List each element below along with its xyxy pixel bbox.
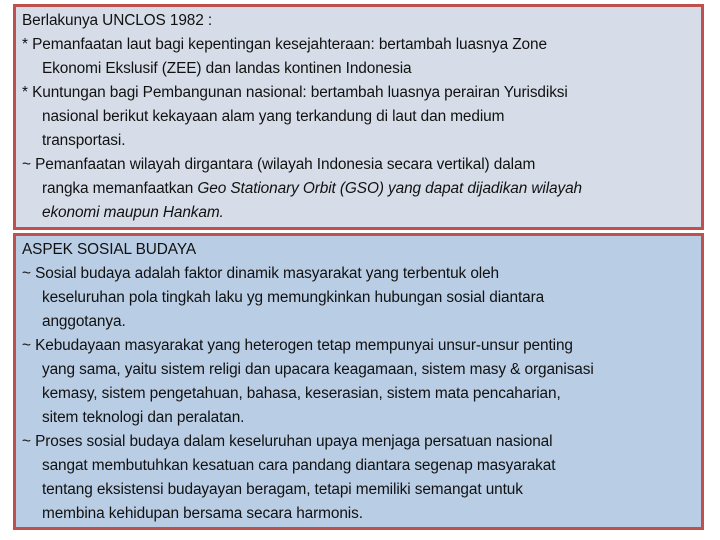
sosbud-point-proses [22, 430, 697, 526]
unclos-point-zee [22, 33, 697, 81]
text-line: ~ Kebudayaan masyarakat yang heterogen tetap mempunyai unsur-unsur penting [22, 337, 573, 354]
sosbud-point-definisi [22, 262, 697, 334]
unclos-point-dirgantara [22, 153, 697, 225]
text-line: sitem teknologi dan peralatan. [42, 409, 245, 426]
text-line: membina kehidupan bersama secara harmonis. [42, 505, 363, 522]
text-line: * Kuntungan bagi Pembangunan nasional: bertambah luasnya perairan Yurisdiksi [22, 84, 568, 101]
text-line: yang sama, yaitu sistem religi dan upacara keagamaan, sistem masy & organisasi [42, 361, 594, 378]
unclos-textbox [13, 4, 704, 230]
sosial-budaya-textbox [13, 233, 704, 530]
unclos-title: Berlakunya UNCLOS 1982 : [22, 12, 213, 29]
text-segment: rangka memanfaatkan [42, 180, 198, 197]
text-line: anggotanya. [42, 313, 126, 330]
text-line: Ekonomi Ekslusif (ZEE) dan landas kontinen Indonesia [42, 60, 412, 77]
sosbud-point-kebudayaan [22, 334, 697, 430]
text-line: keseluruhan pola tingkah laku yg memungkinkan hubungan sosial diantara [42, 289, 545, 306]
text-line: ~ Pemanfaatan wilayah dirgantara (wilayah Indonesia secara vertikal) dalam [22, 156, 536, 173]
text-line: kemasy, sistem pengetahuan, bahasa, keserasian, sistem mata pencaharian, [42, 385, 561, 402]
text-line: tentang eksistensi budayayan beragam, tetapi memiliki semangat untuk [42, 481, 523, 498]
text-line: ~ Proses sosial budaya dalam keseluruhan upaya menjaga persatuan nasional [22, 433, 553, 450]
gso-italic-text: Geo Stationary Orbit (GSO) yang dapat dijadikan wilayah [197, 180, 583, 197]
text-line: ~ Sosial budaya adalah faktor dinamik masyarakat yang terbentuk oleh [22, 265, 500, 282]
text-line: sangat membutuhkan kesatuan cara pandang diantara segenap masyarakat [42, 457, 556, 474]
unclos-point-yurisdiksi [22, 81, 697, 153]
text-line: nasional berikut kekayaan alam yang terkandung di laut dan medium [42, 108, 505, 125]
text-line: transportasi. [42, 132, 126, 149]
text-line: ekonomi maupun Hankam. [42, 204, 224, 221]
text-line: * Pemanfaatan laut bagi kepentingan kesejahteraan: bertambah luasnya Zone [22, 36, 547, 53]
sosial-budaya-title: ASPEK SOSIAL BUDAYA [22, 241, 197, 258]
text-line [22, 177, 697, 201]
